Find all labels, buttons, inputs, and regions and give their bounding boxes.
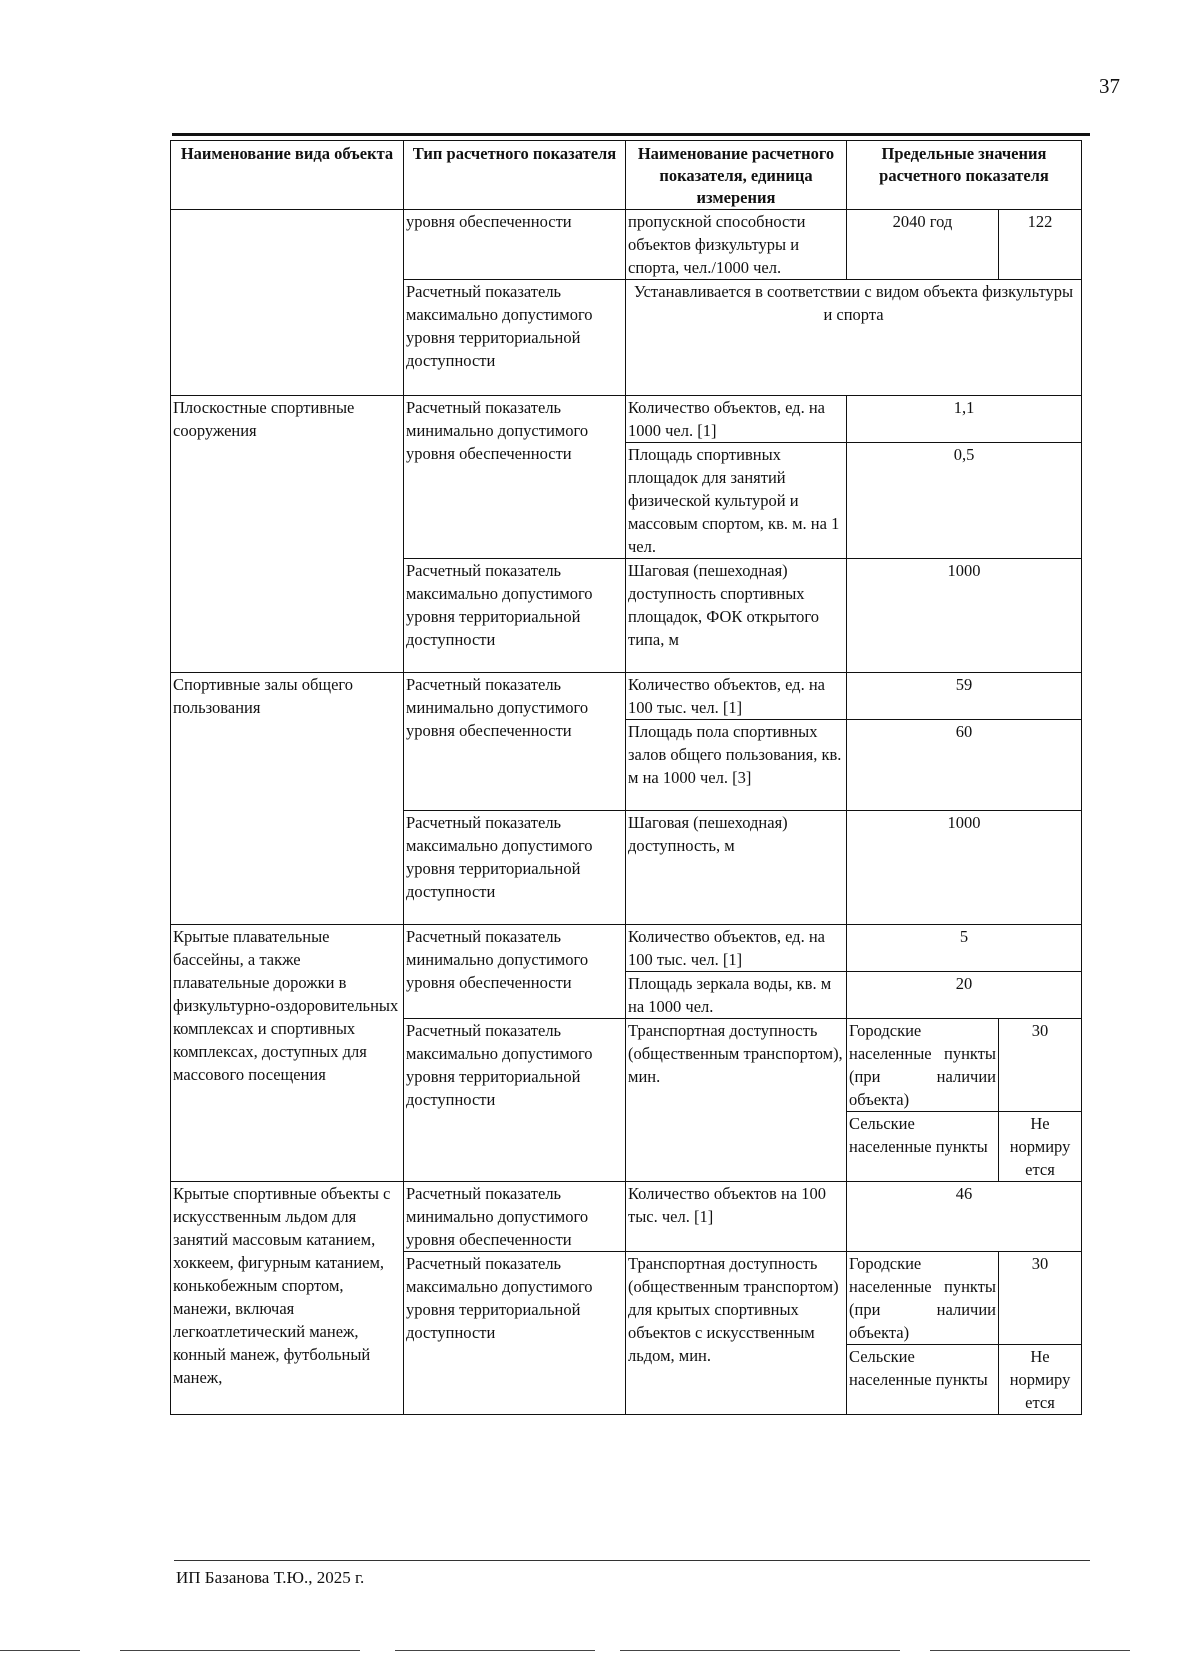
indicator-name-cell: Транспортная доступность (общественным транспортом), мин.	[626, 1019, 847, 1182]
rural-value-cell: Не нормиру ется	[999, 1345, 1082, 1415]
header-indicator-type: Тип расчетного показателя	[404, 141, 626, 210]
indicator-name-cell: Количество объектов, ед. на 100 тыс. чел. [1]	[626, 673, 847, 720]
indicator-type-cell: Расчетный показатель максимально допустимого уровня территориальной доступности	[404, 280, 626, 396]
urban-label-cell	[847, 1252, 999, 1345]
value-cell: 20	[847, 972, 1082, 1019]
scan-artifact-line	[930, 1650, 1130, 1651]
indicator-name-cell: Площадь спортивных площадок для занятий физической культурой и массовым спортом, кв. м. на 1 чел.	[626, 443, 847, 559]
page-number: 37	[1099, 74, 1120, 98]
urban-label: Городские населенные пункты (при наличии объекта)	[849, 1254, 996, 1342]
scan-artifact-line	[620, 1650, 900, 1651]
object-cell: Крытые плавательные бассейны, а также плавательные дорожки в физкультурно-оздоровительных комплексах и спортивных комплексах, доступных для массового посещения	[171, 925, 404, 1182]
indicator-type-cell: Расчетный показатель минимально допустимого уровня обеспеченности	[404, 925, 626, 1019]
value-cell: 59	[847, 673, 1082, 720]
rural-label-cell: Сельские населенные пункты	[847, 1112, 999, 1182]
indicator-type-cell: Расчетный показатель максимально допустимого уровня территориальной доступности	[404, 811, 626, 925]
scan-artifact-line	[395, 1650, 595, 1651]
top-rule	[172, 133, 1090, 136]
object-cell: Спортивные залы общего пользования	[171, 673, 404, 925]
header-indicator-name: Наименование расчетного показателя, единица измерения	[626, 141, 847, 210]
urban-value-cell: 30	[999, 1019, 1082, 1112]
urban-label: Городские населенные пункты (при наличии объекта)	[849, 1021, 996, 1109]
indicator-name-cell: Шаговая (пешеходная) доступность, м	[626, 811, 847, 925]
indicator-name-cell: Количество объектов, ед. на 1000 чел. [1]	[626, 396, 847, 443]
indicator-type-cell: Расчетный показатель минимально допустимого уровня обеспеченности	[404, 396, 626, 559]
header-row	[171, 141, 1082, 210]
object-cell: Плоскостные спортивные сооружения	[171, 396, 404, 673]
value-cell: 1000	[847, 811, 1082, 925]
table-row	[171, 1182, 1082, 1252]
rural-label-cell: Сельские населенные пункты	[847, 1345, 999, 1415]
value-cell: 5	[847, 925, 1082, 972]
value-cell: 0,5	[847, 443, 1082, 559]
indicator-type-cell: Расчетный показатель минимально допустимого уровня обеспеченности	[404, 1182, 626, 1252]
table-row	[171, 396, 1082, 443]
indicator-type-cell: Расчетный показатель максимально допустимого уровня территориальной доступности	[404, 1252, 626, 1415]
table-row	[171, 925, 1082, 972]
indicator-table	[170, 140, 1082, 1415]
indicator-name-cell: Количество объектов на 100 тыс. чел. [1]	[626, 1182, 847, 1252]
table-row	[171, 673, 1082, 720]
indicator-type-cell: Расчетный показатель максимально допустимого уровня территориальной доступности	[404, 1019, 626, 1182]
header-object-type: Наименование вида объекта	[171, 141, 404, 210]
note-cell: Устанавливается в соответствии с видом объекта физкультуры и спорта	[626, 280, 1082, 396]
indicator-name-cell: Количество объектов, ед. на 100 тыс. чел. [1]	[626, 925, 847, 972]
rural-value-cell: Не нормиру ется	[999, 1112, 1082, 1182]
object-cell: Крытые спортивные объекты с искусственным льдом для занятий массовым катанием, хоккеем, фигурным катанием, конькобежным спортом, манежи, включая легкоатлетический манеж, конный манеж, футбольный манеж,	[171, 1182, 404, 1415]
urban-value-cell: 30	[999, 1252, 1082, 1345]
value-cell: 60	[847, 720, 1082, 811]
indicator-name-cell: Транспортная доступность (общественным транспортом) для крытых спортивных объектов с искусственным льдом, мин.	[626, 1252, 847, 1415]
scan-artifact-line	[120, 1650, 360, 1651]
indicator-type-cell: Расчетный показатель максимально допустимого уровня территориальной доступности	[404, 559, 626, 673]
footer-text: ИП Базанова Т.Ю., 2025 г.	[176, 1568, 365, 1587]
indicator-name-cell: Площадь пола спортивных залов общего пользования, кв. м на 1000 чел. [3]	[626, 720, 847, 811]
year-cell: 2040 год	[847, 210, 999, 280]
indicator-name-cell: Площадь зеркала воды, кв. м на 1000 чел.	[626, 972, 847, 1019]
value-cell: 1000	[847, 559, 1082, 673]
object-cell-empty	[171, 210, 404, 396]
table-row	[171, 210, 1082, 280]
indicator-type-cell: Расчетный показатель минимально допустимого уровня обеспеченности	[404, 673, 626, 811]
value-cell: 46	[847, 1182, 1082, 1252]
indicator-type-cell: уровня обеспеченности	[404, 210, 626, 280]
header-limit-values: Предельные значения расчетного показателя	[847, 141, 1082, 210]
value-cell: 1,1	[847, 396, 1082, 443]
footer-rule	[174, 1560, 1090, 1561]
indicator-name-cell: Шаговая (пешеходная) доступность спортивных площадок, ФОК открытого типа, м	[626, 559, 847, 673]
scan-artifact-line	[0, 1650, 80, 1651]
value-cell: 122	[999, 210, 1082, 280]
indicator-name-cell: пропускной способности объектов физкультуры и спорта, чел./1000 чел.	[626, 210, 847, 280]
urban-label-cell	[847, 1019, 999, 1112]
